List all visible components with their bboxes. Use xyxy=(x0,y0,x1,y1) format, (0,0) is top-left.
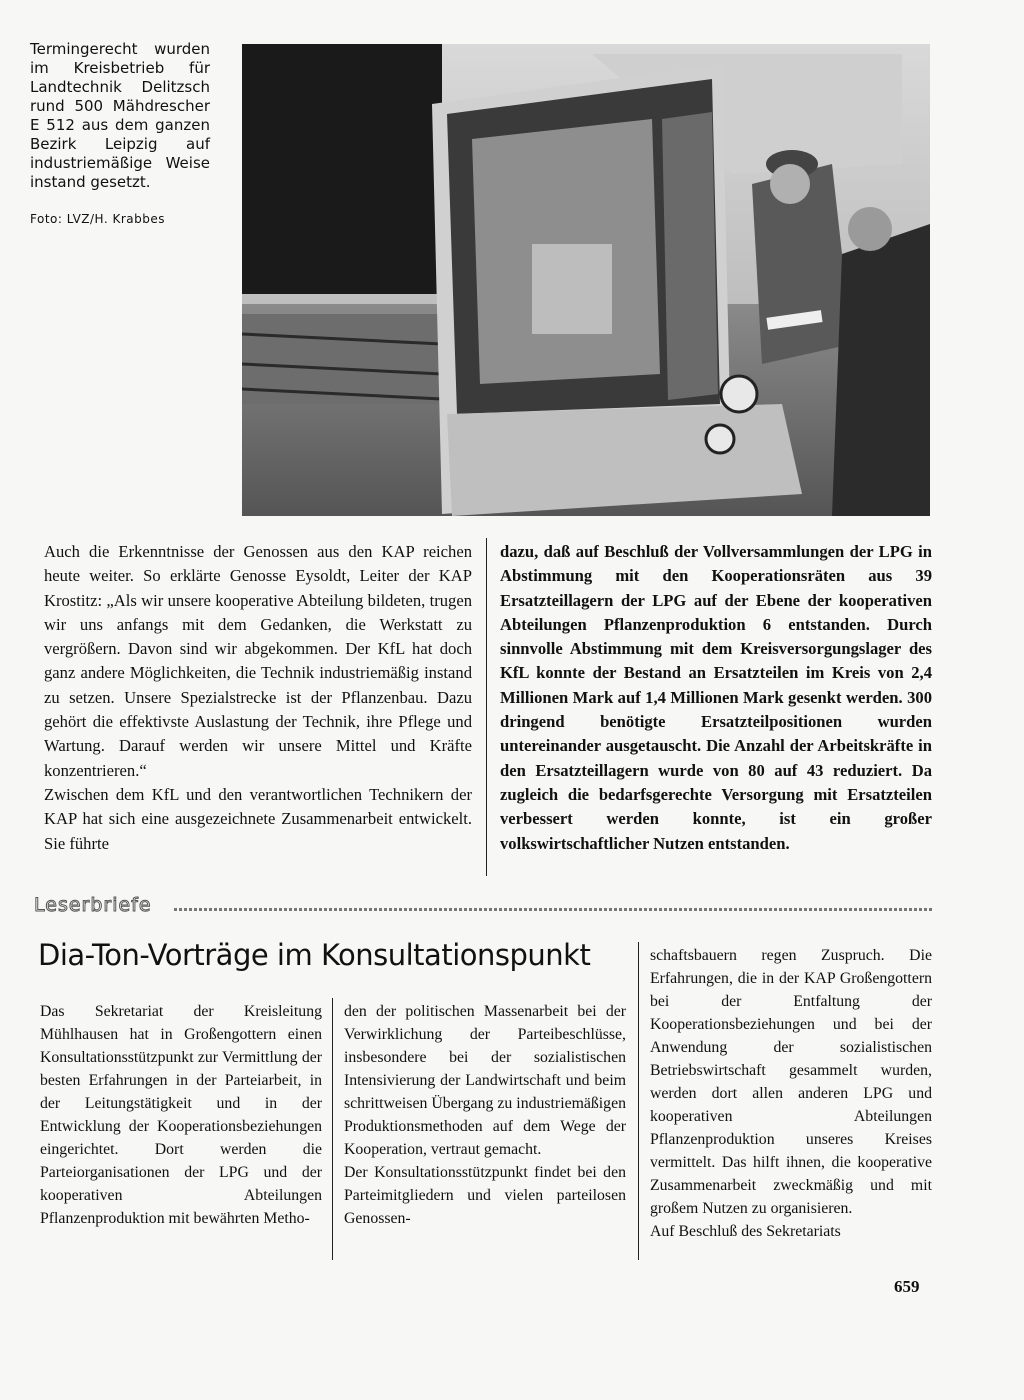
article2-column-2: den der politischen Massenarbeit bei der Verwirklichung der Parteibeschlüsse, insbesondere bei der sozialistischen Intensivierung der Landwirtschaft und beim schrittweisen Übergang zu industriemäßigen Produktionsmethoden auf dem Wege der Kooperation, vertraut gemacht. Der Konsultationsstützpunkt findet bei den Parteimitgliedern und vielen parteilosen Genossen- xyxy=(344,1003,626,1227)
article2-column-3: schaftsbauern regen Zuspruch. Die Erfahrungen, die in der KAP Großengottern bei der Entfaltung der Kooperationsbeziehungen und bei der Anwendung der sozialistischen Betriebswirtschaft gesammelt wurden, werden dort allen anderen LPG und kooperativen Abteilungen Pflanzenproduktion unseres Kreises vermittelt. Das hilft ihnen, die kooperative Zusammenarbeit zweckmäßig und mit großem Nutzen zu organisieren. Auf Beschluß des Sekretariats xyxy=(650,947,932,1240)
column-divider xyxy=(486,538,487,876)
page-number: 659 xyxy=(894,1277,920,1296)
photo-caption: Termingerecht wurden im Kreisbetrieb für Landtechnik Delitzsch rund 500 Mähdrescher E 512 aus dem ganzen Bezirk Leipzig auf industriemäßige Weise instand gesetzt. xyxy=(30,40,210,191)
article2-headline: Dia-Ton-Vorträge im Konsultationspunkt xyxy=(38,938,591,972)
column-divider xyxy=(332,998,333,1260)
article1-column-2: dazu, daß auf Beschluß der Vollversammlungen der LPG in Abstimmung mit den Kooperationsräten aus 39 Ersatzteillagern der LPG auf der Ebene der kooperativen Abteilungen Pflanzenproduktion 6 entstanden. Durch sinnvolle Abstimmung mit dem Kreisversorgungslager des KfL konnte der Bestand an Ersatzteilen im Kreis von 2,4 Millionen Mark auf 1,4 Millionen Mark gesenkt werden. 300 dringend benötigte Ersatzteilpositionen wurden untereinander ausgetauscht. Die Anzahl der Arbeitskräfte in den Ersatzteillagern wurde von 80 auf 43 reduziert. Da zugleich die bedarfsgerechte Versorgung mit Ersatzteilen verbessert werden konnte, ist ein großer volkswirtschaftlicher Nutzen entstanden. xyxy=(500,542,932,853)
column-divider xyxy=(638,942,639,1260)
combine-harvester-photo xyxy=(242,44,930,516)
article2-column-1: Das Sekretariat der Kreisleitung Mühlhausen hat in Großengottern einen Konsultationsstützpunkt zur Vermittlung der besten Erfahrungen in der Parteiarbeit, in der Leitungstätigkeit und in der Entwicklung der Kooperationsbeziehungen eingerichtet. Dort werden die Parteiorganisationen der LPG und der kooperativen Abteilungen Pflanzenproduktion mit bewährten Metho- xyxy=(40,1003,322,1227)
section-header xyxy=(34,894,934,918)
section-divider xyxy=(174,908,932,911)
article1-column-1: Auch die Erkenntnisse der Genossen aus den KAP reichen heute weiter. So erklärte Genosse Eysoldt, Leiter der KAP Krostitz: „Als wir unsere kooperative Abteilung bildeten, trugen wir uns anfangs mit dem Gedanken, die Werkstatt zu vergrößern. Davon sind wir abgekommen. Der KfL hat doch ganz andere Möglichkeiten, die Technik industriemäßig instand zu setzen. Unsere Spezialstrecke ist der Pflanzenbau. Dazu gehört die effektivste Auslastung der Technik, ihre Pflege und Wartung. Darauf werden wir unsere Mittel und Kräfte konzentrieren.“ Zwischen dem KfL und den verantwortlichen Technikern der KAP hat sich eine ausgezeichnete Zusammenarbeit entwickelt. Sie führte xyxy=(44,542,472,853)
photo-credit: Foto: LVZ/H. Krabbes xyxy=(30,212,166,226)
section-label: Leserbriefe xyxy=(34,894,152,916)
